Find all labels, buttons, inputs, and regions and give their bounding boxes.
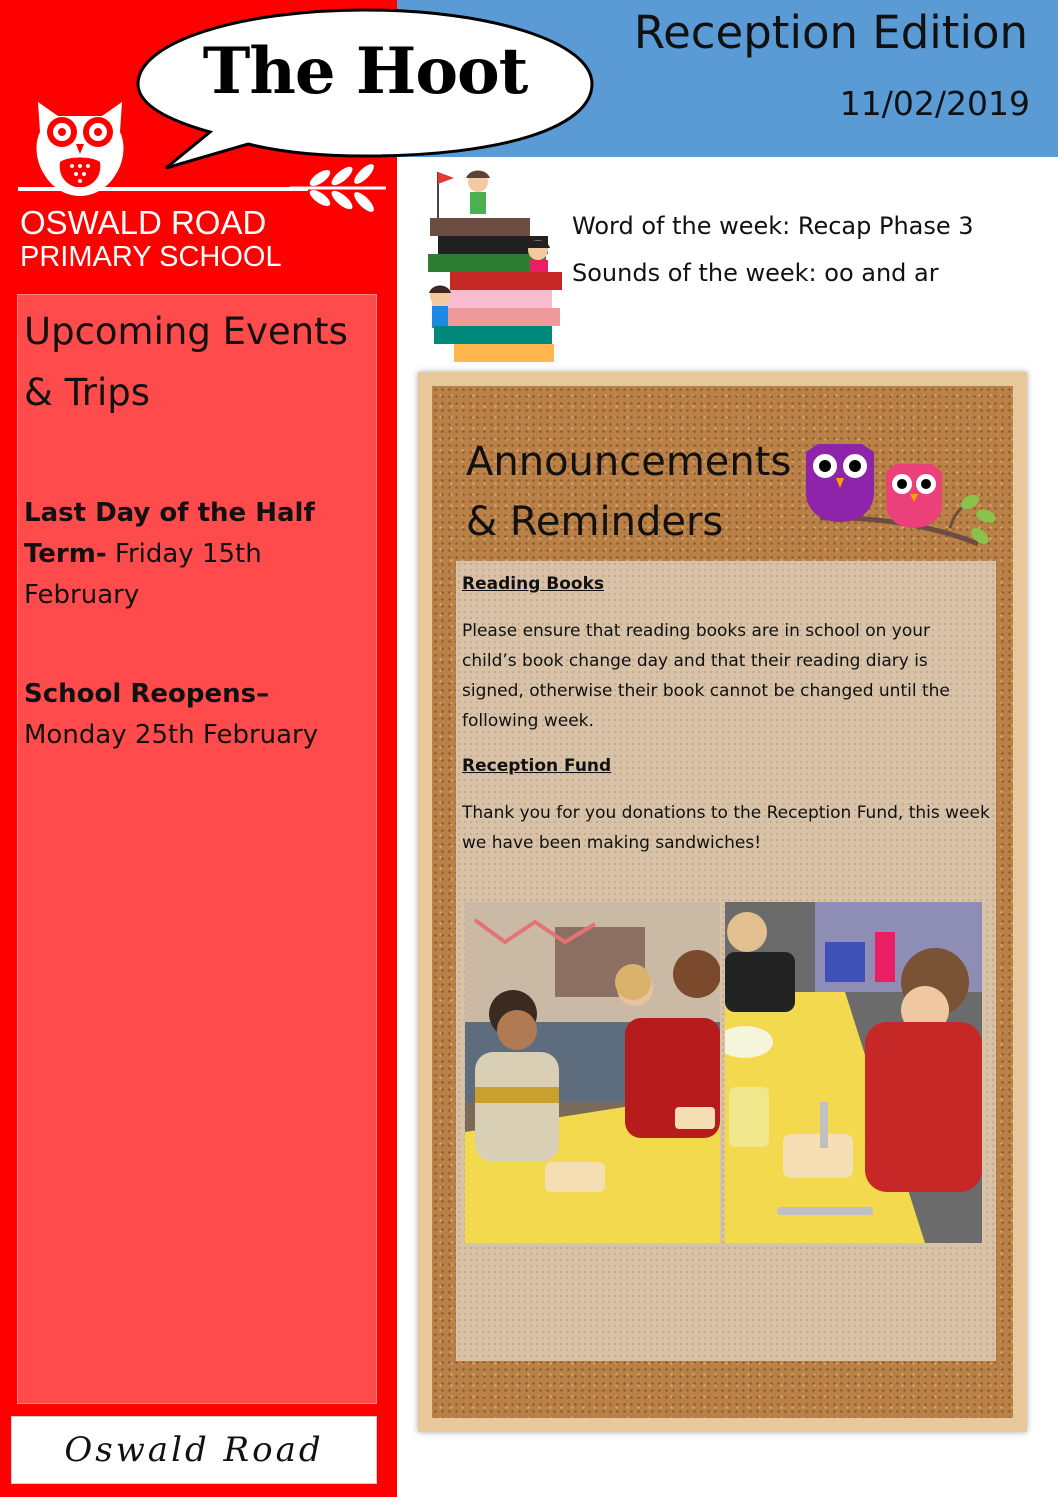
events-panel: [17, 294, 377, 1404]
owls-on-branch-icon: [800, 432, 1000, 562]
sounds-of-the-week: Sounds of the week: oo and ar: [572, 259, 939, 287]
owl-logo-icon: [20, 92, 150, 202]
announcements-title: [466, 432, 796, 552]
school-name-line2: PRIMARY SCHOOL: [20, 241, 282, 273]
event-label: School Reopens–: [24, 679, 270, 709]
edition-title: Reception Edition: [633, 6, 1028, 59]
event-item: [24, 493, 370, 616]
announcements-title-text: Announcements & Reminders: [466, 439, 792, 545]
logo-underline: [18, 187, 308, 191]
word-of-the-week: Word of the week: Recap Phase 3: [572, 212, 974, 240]
laurel-leaves-icon: [290, 160, 390, 220]
event-value: Monday 25th February: [24, 720, 319, 750]
event-item: [24, 674, 370, 756]
newsletter-title: The Hoot: [202, 34, 528, 109]
school-name: [20, 206, 282, 274]
section-heading: Reading Books: [462, 574, 605, 594]
school-name-line1: OSWALD ROAD: [20, 204, 267, 241]
footer-signature: Oswald Road: [11, 1416, 377, 1484]
issue-date: 11/02/2019: [839, 84, 1030, 123]
section-body: Please ensure that reading books are in school on your child’s book change day and that their reading diary is signed, otherwise their book cannot be changed until the following week.: [462, 621, 950, 731]
classroom-photo-1: [465, 902, 720, 1243]
event-value: Friday 15th February: [24, 539, 262, 610]
section-heading: Reception Fund: [462, 756, 612, 776]
section-body: Thank you for you donations to the Reception Fund, this week we have been making sandwiches!: [462, 803, 990, 853]
classroom-photo-2: [725, 902, 982, 1243]
event-label: Last Day of the Half Term-: [24, 498, 315, 569]
book-stack-icon: [420, 168, 570, 373]
events-title: Upcoming Events & Trips: [24, 310, 348, 414]
